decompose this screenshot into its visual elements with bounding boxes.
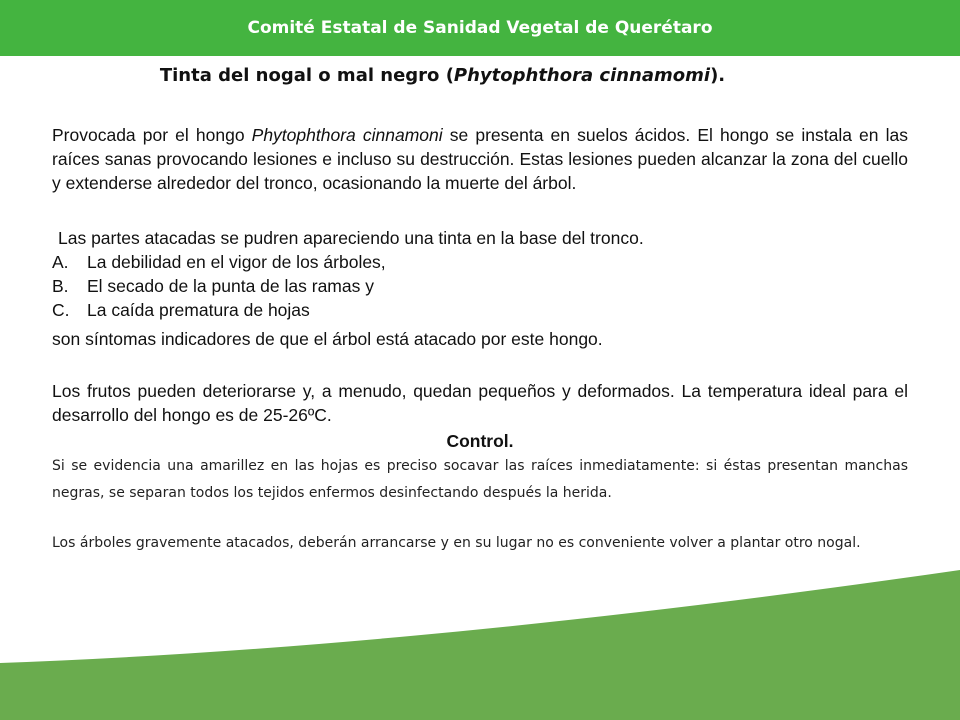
list-marker: B. <box>52 276 69 296</box>
intro-text-end: se presenta en suelos ácidos. El hongo se instala en las raíces sanas provocando lesiones e incluso su destrucción. Estas lesiones pueden alcanzar la zona del cuello y extenderse alrededor del tronco, ocasionando la muerte del árbol. <box>52 125 908 193</box>
list-item <box>52 250 908 274</box>
fruits-paragraph: Los frutos pueden deteriorarse y, a menudo, quedan pequeños y deformados. La temperatura ideal para el desarrollo del hongo es de 25-26ºC. <box>52 381 908 425</box>
list-item <box>52 274 908 298</box>
control-paragraph-2: Los árboles gravemente atacados, deberán arrancarse y en su lugar no es conveniente volver a plantar otro nogal. <box>52 535 861 551</box>
symptoms-list <box>52 250 908 322</box>
intro-text-start: Provocada por el hongo <box>52 125 252 145</box>
intro-paragraph <box>52 123 908 195</box>
list-marker: C. <box>52 300 70 320</box>
slide-title-closing: ). <box>710 65 726 86</box>
header-title: Comité Estatal de Sanidad Vegetal de Querétaro <box>247 18 713 38</box>
control-heading-text: Control <box>446 431 509 451</box>
control-paragraph-1: Si se evidencia una amarillez en las hojas es preciso socavar las raíces inmediatamente: si éstas presentan manchas negras, se separan todos los tejidos enfermos desinfectando después la herida. <box>52 458 908 501</box>
slide-title-text: Tinta del nogal o mal negro ( <box>159 65 454 86</box>
list-item <box>52 298 908 322</box>
control-heading-punct: . <box>508 431 514 451</box>
list-item-text: El secado de la punta de las ramas y <box>87 276 374 296</box>
intro-scientific-name: Phytophthora cinnamoni <box>251 125 443 145</box>
parts-paragraph: Las partes atacadas se pudren apareciendo una tinta en la base del tronco. <box>58 228 644 248</box>
list-marker: A. <box>52 252 69 272</box>
list-item-text: La debilidad en el vigor de los árboles, <box>87 252 386 272</box>
control-heading <box>0 431 960 452</box>
green-wave-shape <box>0 570 960 720</box>
slide-title <box>0 65 885 86</box>
slide-title-scientific-name: Phytophthora cinnamomi <box>453 65 711 86</box>
conclusion-paragraph: son síntomas indicadores de que el árbol está atacado por este hongo. <box>52 329 603 349</box>
decorative-green-wave <box>0 570 960 720</box>
list-item-text: La caída prematura de hojas <box>87 300 310 320</box>
